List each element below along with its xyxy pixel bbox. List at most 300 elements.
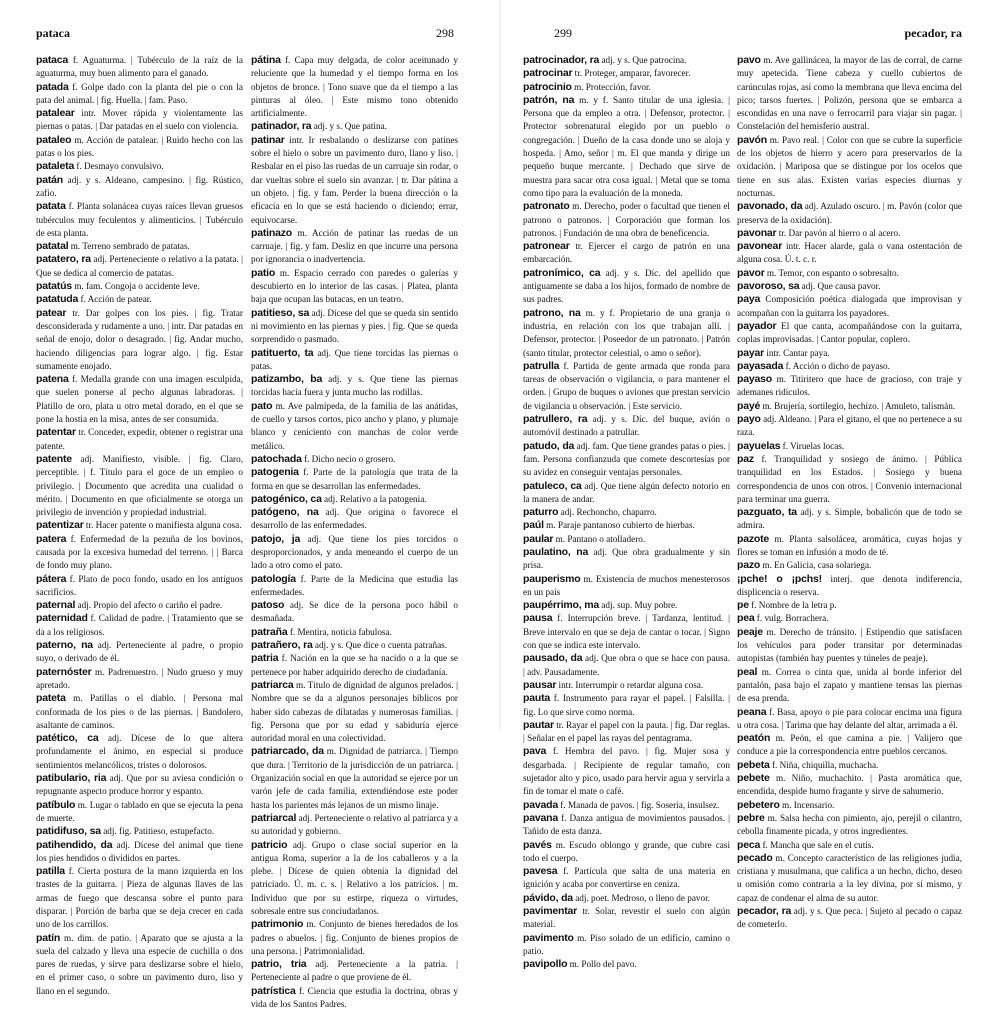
dictionary-entry — [36, 573, 243, 600]
dictionary-entry — [737, 280, 962, 293]
dictionary-entry — [523, 54, 730, 67]
entry-headword: patalear — [36, 107, 75, 120]
dictionary-entry — [251, 373, 458, 400]
dictionary-entry — [251, 745, 458, 811]
entry-definition: adj. Perteneciente o relativo al patriarca y a su autoridad y gobierno. — [251, 812, 458, 837]
entry-headword: patatero, ra — [36, 253, 91, 266]
entry-headword: patizambo, ba — [251, 373, 323, 386]
dictionary-entry — [737, 706, 962, 733]
entry-headword: patochada — [251, 452, 302, 465]
dictionary-entry — [737, 852, 962, 905]
entry-headword: pátera — [36, 572, 67, 585]
dictionary-entry — [36, 732, 243, 772]
dictionary-entry — [36, 932, 243, 998]
dictionary-entry — [251, 307, 458, 347]
entry-headword: paternóster — [36, 665, 92, 678]
right-column-1 — [523, 54, 731, 971]
entry-definition: m. Pollo del pavo. — [567, 959, 637, 970]
entry-headword: payar — [737, 346, 765, 359]
entry-definition: f. Viruelas locas. — [780, 440, 845, 451]
entry-headword: paterno, na — [36, 639, 93, 652]
entry-headword: patrística — [251, 984, 296, 997]
entry-headword: patronato — [523, 200, 570, 213]
entry-definition: intr. Interrumpir o retardar alguna cosa. — [556, 679, 704, 690]
entry-definition: f. Interrupción breve. | Tardanza, lentitud. | Breve intervalo en que se deja de cantar o tocar. | Signo con que se indica este intervalo. — [523, 613, 730, 651]
entry-definition: El que canta, acompañándose con la guitarra, coplas improvisadas. | Cantor popular, coplero. — [737, 320, 962, 345]
dictionary-entry — [251, 453, 458, 466]
entry-headword: patibulario, ria — [36, 772, 107, 785]
entry-headword: patín — [36, 931, 61, 944]
dictionary-entry — [737, 54, 962, 134]
dictionary-entry — [737, 134, 962, 200]
entry-definition: tr. Proteger, amparar, favorecer. — [572, 68, 691, 79]
entry-definition: adj. Azulado oscuro. | m. Pavón (color que preserva de la oxidación). — [737, 201, 962, 225]
entry-definition: m. Título de dignidad de algunos prelados. | Nombre que se da a algunos personajes bíblicos por haber sido cabezas de dilatadas y numerosas familias. | fig. Persona que por su edad y sabiduría ejerce autoridad moral en una colectividad. — [251, 679, 458, 744]
entry-headword: patronear — [523, 240, 570, 253]
entry-definition: m. Conjunto de bienes heredados de los padres o abuelos. | fig. Conjunto de bienes propios de una persona. | Patrimonialidad. — [251, 919, 458, 956]
entry-definition: adj. Que por su aviesa condición o repugnante aspecto produce horror y espanto. — [36, 773, 243, 797]
entry-headword: peana — [737, 705, 767, 718]
dictionary-entry — [737, 240, 962, 267]
dictionary-entry — [36, 839, 243, 866]
entry-headword: pazguato, ta — [737, 506, 797, 519]
entry-headword: patidifuso, sa — [36, 825, 101, 838]
entry-headword: patrocinar — [523, 67, 573, 80]
entry-definition: adj. fam. Que tiene grandes patas o pies. | fam. Persona confianzuda que comete descortesías por su avidez en conseguir ventajas personales. — [523, 440, 730, 478]
dictionary-entry — [36, 599, 243, 612]
entry-headword: patitieso, sa — [251, 306, 310, 319]
entry-definition: m. Protección, favor. — [571, 81, 651, 92]
dictionary-entry — [737, 293, 962, 320]
entry-headword: patinar — [251, 133, 285, 146]
dictionary-entry — [36, 134, 243, 161]
dictionary-entry — [36, 519, 243, 532]
entry-headword: pavoroso, sa — [737, 280, 800, 293]
dictionary-entry — [251, 599, 458, 626]
dictionary-entry — [737, 666, 962, 706]
entry-headword: patético, ca — [36, 732, 99, 745]
entry-definition: m. Existencia de muchos menesterosos en un país — [523, 573, 730, 597]
entry-headword: patriarca — [251, 678, 294, 691]
dictionary-entry — [737, 267, 962, 280]
entry-definition: f. Mancha que sale en el cutis. — [760, 839, 874, 850]
dictionary-entry — [737, 612, 962, 625]
entry-headword: paulatino, na — [523, 545, 589, 558]
entry-definition: adj. Que tiene los pies torcidos o desproporcionados, y anda meneando el cuerpo de un lado a otro como el pato. — [251, 533, 458, 571]
dictionary-entry — [251, 573, 458, 600]
entry-definition: adj. Dícese del que se queda sin sentido ni movimiento en las piernas y pies. | fig. Que se queda sorprendido o pasmado. — [251, 307, 459, 345]
entry-definition: m. Peón, el que camina a pie. | Valijero que conduce a pie la correspondencia entre pueblos cercanos. — [737, 733, 962, 757]
dictionary-entry — [737, 626, 962, 666]
dictionary-entry — [251, 466, 458, 493]
dictionary-entry — [737, 453, 962, 506]
dictionary-entry — [523, 573, 730, 600]
entry-definition: f. Aguaturma. | Tubérculo de la raíz de la aguaturma, muy buen alimento para el ganado. — [36, 55, 243, 79]
entry-headword: patíbulo — [36, 798, 76, 811]
entry-definition: m. Pavo real. | Color con que se cubre la superficie de los objetos de hierro y acero para preservarlos de la oxidación. | Mariposa que se distingue por los ocelos que tiene en sus alas. Existen varias especies diurnas y nocturnas. — [737, 134, 962, 198]
entry-headword: patituerto, ta — [251, 346, 314, 359]
entry-headword: payuelas — [737, 439, 781, 452]
entry-headword: payo — [737, 413, 761, 426]
entry-definition: adj. Se dice de la persona poco hábil o desmañada. — [251, 600, 458, 624]
entry-headword: pautar — [523, 718, 554, 731]
dictionary-entry — [737, 200, 962, 227]
entry-headword: patrulla — [523, 359, 560, 372]
entry-headword: paturro — [523, 506, 559, 519]
entry-headword: patraña — [251, 625, 288, 638]
entry-definition: adj. Relativo a la patogenia. — [321, 493, 427, 504]
dictionary-entry — [251, 134, 458, 227]
entry-definition: adj. Que origina o favorece el desarrollo de las enfermedades. — [251, 507, 458, 531]
dictionary-entry — [523, 839, 730, 866]
entry-headword: patrocinio — [523, 80, 572, 93]
dictionary-entry — [36, 240, 243, 253]
running-head-right: pecador, ra — [904, 26, 962, 40]
entry-headword: pavipollo — [523, 958, 568, 971]
entry-headword: paz — [737, 452, 754, 465]
dictionary-entry — [36, 293, 243, 306]
entry-definition: m. dim. de patio. | Aparato que se ajusta a la suela del calzado y lleva una especie de cuchilla o dos pares de ruedas, y sirve para deslizarse sobre el hielo, en el primer caso, o sobre un pavimento duro, liso y llano en el segundo. — [36, 932, 243, 996]
entry-definition: f. Hembra del pavo. | fig. Mujer sosa y desgarbada. | Recipiente de regular tamaño, con sujetador alto y pico, usado para hervir agua y servirla a fin de tomar el mate o café. — [523, 746, 730, 797]
entry-definition: adj. Manifiesto, visible. | fig. Claro, perceptible. | f. Título para el goce de un empleo o privilegio. | Documento que acredita una cualidad o mérito. | Documento en que oficialmente se otorga un privilegio de invención y propiedad industrial. — [36, 453, 243, 518]
entry-headword: pávido, da — [523, 891, 573, 904]
entry-definition: m. Derecho de tránsito. | Estipendio que satisfacen los vehículos para poder transitar por determinadas autopistas (también hay puentes y túneles de peaje). — [737, 626, 962, 664]
dictionary-entry — [36, 107, 243, 134]
entry-headword: pavo — [737, 54, 761, 66]
entry-definition: tr. Dar golpes con los pies. | fig. Tratar desconsiderada y rudamente a uno. | intr. Dar patadas en señal de enojo, dolor o desagrado. | fig. Andar mucho, haciendo diligencias para lograr algo. | fig. Estar sumamente enojado. — [36, 307, 243, 371]
entry-definition: m. Ave palmípeda, de la familia de las anátidas, de cuello y tarsos cortos, pico ancho y plano, y plumaje blanco y ceniciento con manchas de color verde metálico. — [251, 400, 458, 451]
entry-headword: patada — [36, 80, 69, 93]
dictionary-entry — [523, 612, 730, 652]
dictionary-entry — [737, 732, 962, 759]
dictionary-entry — [523, 932, 730, 959]
entry-definition: tr. Hacer patente o manifiesta alguna cosa. — [83, 520, 242, 531]
dictionary-entry — [737, 506, 962, 533]
left-page — [0, 0, 500, 1010]
dictionary-entry — [523, 81, 730, 94]
dictionary-entry — [36, 160, 243, 173]
entry-headword: patatal — [36, 240, 69, 253]
entry-headword: pea — [737, 612, 755, 625]
entry-headword: patrullero, ra — [523, 413, 588, 426]
entry-headword: patatuda — [36, 293, 79, 306]
dictionary-entry — [36, 373, 243, 426]
entry-definition: m. Patillas o el diablo. | Persona mal conformada de los pies o de las piernas. | Bandolero, asaltante de caminos. — [36, 693, 243, 730]
dictionary-entry — [523, 480, 730, 507]
entry-definition: adj. Grupo o clase social superior en la antigua Roma, superior a la de los caballeros y a la plebe. | Dícese de quien obtenía la dignidad del patriciado. Ú. m. c. s. | Relativo a los patricios. | m. Individuo que por su estirpe, riqueza o virtudes, sobresale entre sus conciudadanos. — [251, 839, 458, 916]
entry-headword: pavana — [523, 811, 558, 824]
entry-definition: adj. Perteneciente al padre, o propio suyo, o derivado de él. — [36, 640, 243, 664]
entry-headword: pausar — [523, 678, 557, 691]
dictionary-entry — [36, 54, 243, 81]
entry-headword: patatús — [36, 280, 72, 293]
dictionary-entry — [737, 799, 962, 812]
entry-definition: adj. Que tiene algún defecto notorio en la manera de andar. — [523, 480, 730, 504]
entry-headword: peaje — [737, 625, 763, 638]
entry-headword: pausado, da — [523, 652, 583, 665]
dictionary-entry — [523, 240, 730, 267]
entry-definition: f. Nación en la que se ha nacido o a la que se pertenece por haber adquirido derecho de ciudadanía. — [251, 653, 458, 677]
entry-headword: patojo, ja — [251, 532, 301, 545]
entry-headword: patentar — [36, 426, 76, 439]
entry-definition: m. Acción de patinar las ruedas de un carruaje. | fig. y fam. Desliz en que incurre una persona por ignorancia o inadvertencia. — [251, 227, 458, 265]
entry-headword: payaso — [737, 373, 772, 386]
entry-headword: patriarcal — [251, 811, 297, 824]
entry-headword: peal — [737, 665, 758, 678]
entry-headword: patógeno, na — [251, 506, 319, 519]
entry-headword: pausa — [523, 612, 553, 625]
entry-headword: pauperismo — [523, 572, 581, 585]
entry-headword: pecador, ra — [737, 905, 792, 917]
entry-headword: pavada — [523, 798, 558, 811]
page-number-left: 298 — [436, 26, 454, 40]
entry-headword: paúl — [523, 519, 544, 532]
entry-definition: adj. y s. Que dice o cuenta patrañas. — [312, 640, 448, 651]
entry-headword: patudo, da — [523, 439, 575, 452]
entry-headword: patriarcado, da — [251, 745, 324, 758]
entry-definition: f. Partícula que salta de una materia en ignición y acaba por convertirse en ceniza. — [523, 866, 730, 890]
entry-definition: m. Pantano o atolladero. — [553, 533, 646, 544]
entry-definition: m. Niño, muchachito. | Pasta aromática que, encendida, despide humo fragante y sirve de sahumerio. — [737, 773, 962, 797]
entry-headword: ¡pche! o ¡pchs! — [737, 572, 822, 585]
entry-headword: pavimento — [523, 931, 574, 944]
entry-definition: adj. poet. Medroso, o lleno de pavor. — [572, 892, 710, 903]
entry-headword: pauta — [523, 692, 551, 705]
dictionary-entry — [737, 227, 962, 240]
entry-headword: patronímico, ca — [523, 266, 601, 279]
entry-definition: Composición poética dialogada que improvisan y acompañan con la guitarra los payadores. — [737, 294, 962, 318]
dictionary-entry — [737, 440, 962, 453]
dictionary-entry — [251, 626, 458, 639]
entry-definition: m. En Galicia, casa solariega. — [760, 560, 872, 571]
entry-definition: f. Niña, chiquilla, muchacha. — [769, 759, 879, 770]
entry-definition: adj. fig. Patitieso, estupefacto. — [100, 826, 215, 837]
dictionary-entry — [523, 679, 730, 692]
entry-headword: patio — [251, 266, 276, 279]
entry-definition: f. Planta solanácea cuyas raíces llevan gruesos tubérculos muy feculentos y alimenticios. | Tubérculo de esta planta. — [36, 201, 243, 238]
right-column-2 — [737, 54, 963, 930]
entry-headword: patria — [251, 652, 279, 665]
left-column-1 — [36, 54, 244, 996]
entry-definition: m. Lugar o tablado en que se ejecuta la pena de muerte. — [36, 799, 243, 823]
dictionary-entry — [36, 307, 243, 373]
entry-headword: patogenia — [251, 466, 299, 479]
dictionary-entry — [251, 639, 458, 652]
entry-headword: patrio, tria — [251, 958, 307, 971]
dictionary-entry — [251, 918, 458, 958]
entry-definition: f. Golpe dado con la planta del pie o con la pata del animal. | fig. Huella. | fam. Paso. — [36, 81, 243, 105]
entry-definition: m. Dignidad de patriarca. | Tiempo que dura. | Territorio de la jurisdicción de un patriarca. | Organización social en que la autoridad se ejerce por un varón jefe de cada familia, extendiéndose este poder hasta los parientes más lejanos de un mismo linaje. — [251, 746, 458, 810]
entry-headword: pateta — [36, 692, 66, 705]
entry-definition: f. Danza antigua de movimientos pausados. | Tañido de esta danza. — [523, 812, 730, 837]
entry-headword: pava — [523, 745, 547, 758]
dictionary-entry — [523, 865, 730, 892]
entry-definition: m. Correa o cinta que, unida al borde inferior del pantalón, pasa bajo el zapato y mantiene tensas las piernas de esa prenda. — [737, 666, 962, 704]
entry-definition: adj. y s. Díc. del buque, avión o automóvil destinado a patrullar. — [523, 414, 730, 438]
dictionary-entry — [737, 759, 962, 772]
entry-definition: f. Basa, apoyo o pie para colocar encima una figura u otra cosa. | Tarima que hay delante del altar, arrimada a él. — [737, 706, 962, 730]
entry-definition: f. Acción o dicho de payaso. — [783, 360, 890, 371]
dictionary-entry — [523, 413, 730, 440]
entry-headword: patata — [36, 200, 66, 213]
dictionary-entry — [251, 267, 458, 307]
entry-headword: pavonar — [737, 226, 777, 239]
entry-definition: adj. Rechoncho, chaparro. — [558, 507, 657, 518]
dictionary-entry — [523, 360, 730, 413]
entry-definition: f. Plato de poco fondo, usado en los antiguos sacrificios. — [36, 573, 243, 597]
entry-definition: f. Acción de patear. — [78, 294, 152, 305]
entry-headword: patera — [36, 532, 67, 545]
entry-headword: patrimonio — [251, 918, 304, 931]
entry-headword: pecado — [737, 851, 773, 864]
entry-headword: pebetero — [737, 798, 780, 811]
entry-headword: pavés — [523, 838, 552, 851]
dictionary-entry — [36, 453, 243, 519]
entry-headword: patuleco, ca — [523, 479, 582, 492]
entry-headword: paternal — [36, 599, 76, 612]
entry-headword: patilla — [36, 865, 65, 878]
entry-definition: m. Acción de patalear. | Ruido hecho con las patas o los pies. — [36, 134, 243, 159]
entry-headword: patinazo — [251, 226, 292, 239]
entry-headword: patología — [251, 572, 296, 585]
dictionary-entry — [737, 533, 962, 560]
entry-headword: patogénico, ca — [251, 492, 322, 505]
entry-definition: m. Titiritero que hace de gracioso, con traje y ademanes ridículos. — [737, 374, 962, 398]
entry-definition: f. Nombre de la letra p. — [748, 600, 837, 611]
entry-headword: patear — [36, 306, 67, 319]
entry-definition: m. y f. Propietario de una granja o industria, en relación con los que trabajan allí. | Defensor, protector. | Poseedor de un patronato. | Patrón (santo titular, protector celestial, o amo o señor). — [523, 307, 731, 358]
entry-headword: paya — [737, 293, 761, 306]
dictionary-entry — [737, 772, 962, 799]
entry-definition: m. Ave gallinácea, la mayor de las de corral, de carne muy apetecida. Tiene cabeza y cuello cubiertos de carúnculas rojas, así como la membrana que lleva encima del pico; tarsos fuertes. | Polizón, persona que se embarca a escondidas en una nave o ferrocarril para viajar sin pagar. | Constelación del hemisferio austral. — [737, 55, 962, 132]
dictionary-entry — [523, 812, 730, 839]
entry-definition: m. Piso solado de un edificio, camino o patio. — [523, 932, 730, 956]
dictionary-entry — [36, 426, 243, 453]
dictionary-entry — [523, 94, 730, 200]
entry-definition: f. Ciencia que estudia la doctrina, obras y vida de los Santos Padres. — [251, 985, 458, 1010]
entry-definition: tr. Dar pavón al hierro o al acero. — [776, 227, 901, 238]
dictionary-entry — [737, 413, 962, 440]
dictionary-entry — [523, 440, 730, 480]
entry-definition: adj. Aldeano. | Para el gitano, el que no pertenece a su raza. — [737, 414, 962, 438]
entry-headword: pato — [251, 399, 273, 412]
dictionary-entry — [523, 905, 730, 932]
dictionary-entry — [523, 506, 730, 519]
entry-headword: pavonado, da — [737, 200, 803, 213]
entry-headword: pazo — [737, 559, 761, 572]
right-page — [500, 0, 1000, 971]
entry-definition: f. Dicho necio o grosero. — [301, 453, 396, 464]
entry-definition: tr. Rayar el papel con la pauta. | fig. Dar reglas. | Señalar en el papel las rayas del pentagrama. — [523, 719, 730, 744]
dictionary-entry — [523, 599, 730, 612]
entry-headword: pavesa — [523, 865, 558, 878]
entry-definition: adj. y s. Que peca. | Sujeto al pecado o capaz de cometerlo. — [737, 906, 962, 930]
entry-headword: peca — [737, 838, 761, 851]
dictionary-entry — [251, 679, 458, 745]
dictionary-entry — [523, 67, 730, 80]
entry-headword: payasada — [737, 359, 784, 372]
dictionary-entry — [36, 253, 243, 280]
entry-definition: adj. Que causa pavor. — [799, 281, 881, 292]
dictionary-entry — [36, 81, 243, 108]
entry-definition: adj. Que obra o que se hace con pausa. | adv. Pausadamente. — [523, 653, 730, 677]
entry-definition: intr. Ir resbalando o deslizarse con patines sobre el hielo o sobre un pavimento duro, llano y liso. | Resbalar en el piso las ruedas de un carruaje sin rodar, o dar vueltas sobre el suelo sin avanzar. | tr. Dar pátina a un objeto. | fig. y fam. Perder la buena dirección o la eficacia en lo que se está haciendo o diciendo; errar, equivocarse. — [251, 134, 458, 225]
entry-definition: m. Temor, con espanto o sobresalto. — [764, 267, 899, 278]
entry-definition: adj. Perteneciente o relativo a la patata. | Que se dedica al comercio de patatas. — [36, 254, 243, 278]
dictionary-entry — [36, 772, 243, 799]
entry-headword: pavonear — [737, 240, 783, 253]
dictionary-entry — [36, 639, 243, 666]
dictionary-entry — [737, 905, 962, 932]
entry-definition: f. Tranquilidad y sosiego de ánimo. | Pública tranquilidad en los Estados. | Sosiego y buena correspondencia de unos con otros. | Convenio internacional para terminar una guerra. — [737, 453, 962, 504]
entry-definition: adj. y s. Aldeano, campesino. | fig. Rústico, zafio. — [36, 174, 243, 198]
entry-definition: tr. Conceder, expedir, obtener o registrar una patente. — [36, 427, 243, 451]
dictionary-entry — [523, 533, 730, 546]
entry-definition: f. Partida de gente armada que ronda para tareas de observación o vigilancia, o para mantener el orden. | Grupo de buques o aviones que prestan servicio de vigilancia u observación. | Este servicio. — [523, 360, 730, 411]
entry-headword: patrañero, ra — [251, 639, 313, 652]
dictionary-entry — [523, 546, 730, 573]
dictionary-entry — [523, 307, 730, 360]
entry-definition: m. Derecho, poder o facultad que tienen el patrono o patronos. | Corporación que forman los patronos. | Fundación de una obra de beneficencia. — [523, 201, 730, 238]
entry-definition: f. vulg. Borrachera. — [754, 613, 829, 624]
entry-headword: pazote — [737, 532, 770, 545]
entry-definition: tr. Solar, revestir el suelo con algún material. — [523, 906, 730, 930]
entry-headword: payé — [737, 399, 761, 412]
entry-definition: adj. Propio del afecto o cariño el padre. — [75, 600, 223, 611]
entry-definition: m. Incensario. — [779, 799, 835, 810]
entry-headword: patihendido, da — [36, 838, 113, 851]
dictionary-entry — [251, 506, 458, 533]
dictionary-entry — [523, 692, 730, 719]
entry-definition: f. Calidad de padre. | Tratamiento que se da a los religiosos. — [36, 613, 243, 637]
dictionary-entry — [36, 825, 243, 838]
entry-definition: f. Mentira, noticia fabulosa. — [287, 626, 392, 637]
entry-headword: paupérrimo, ma — [523, 599, 599, 612]
entry-definition: adj. Dícese del animal que tiene los pies hendidos o divididos en partes. — [36, 839, 243, 863]
entry-headword: payador — [737, 319, 777, 332]
dictionary-entry — [251, 958, 458, 985]
entry-headword: pataleta — [36, 160, 75, 173]
entry-headword: patrono, na — [523, 306, 581, 319]
left-column-2 — [251, 54, 459, 1010]
entry-headword: pebete — [737, 772, 770, 785]
entry-definition: m. Planta salsolácea, aromática, cuyas hojas y flores se toman en infusión a modo de té. — [737, 533, 962, 557]
entry-definition: m. Brujería, sortilegio, hechizo. | Amuleto, talismán. — [760, 400, 956, 411]
entry-definition: adj. Perteneciente a la patria. | Perteneciente al padre o que proviene de él. — [251, 959, 458, 983]
running-head-left: pataca — [36, 26, 70, 40]
dictionary-entry — [737, 347, 962, 360]
entry-headword: patinador, ra — [251, 120, 312, 133]
entry-headword: patán — [36, 173, 64, 186]
dictionary-entry — [251, 400, 458, 453]
entry-headword: pebre — [737, 811, 765, 824]
dictionary-entry — [523, 799, 730, 812]
entry-headword: pátina — [251, 54, 281, 66]
dictionary-entry — [36, 612, 243, 639]
entry-definition: adj. sup. Muy pobre. — [598, 600, 678, 611]
dictionary-entry — [36, 666, 243, 693]
entry-headword: pataca — [36, 54, 69, 66]
entry-definition: m. Salsa hecha con pimiento, ajo, perejil o cilantro, cebolla finamente picada, y otros ingredientes. — [737, 812, 962, 837]
entry-definition: tr. Ejercer el cargo de patrón en una embarcación. — [523, 241, 730, 265]
dictionary-entry — [251, 812, 458, 839]
entry-headword: pe — [737, 599, 749, 612]
entry-headword: paternidad — [36, 612, 88, 625]
entry-definition: m. Paraje pantanoso cubierto de hierbas. — [543, 520, 695, 531]
dictionary-entry — [251, 985, 458, 1011]
entry-definition: adj. y s. Que tiene las piernas torcidas hacia fuera y junta mucho las rodillas. — [251, 374, 458, 398]
dictionary-entry — [523, 719, 730, 746]
